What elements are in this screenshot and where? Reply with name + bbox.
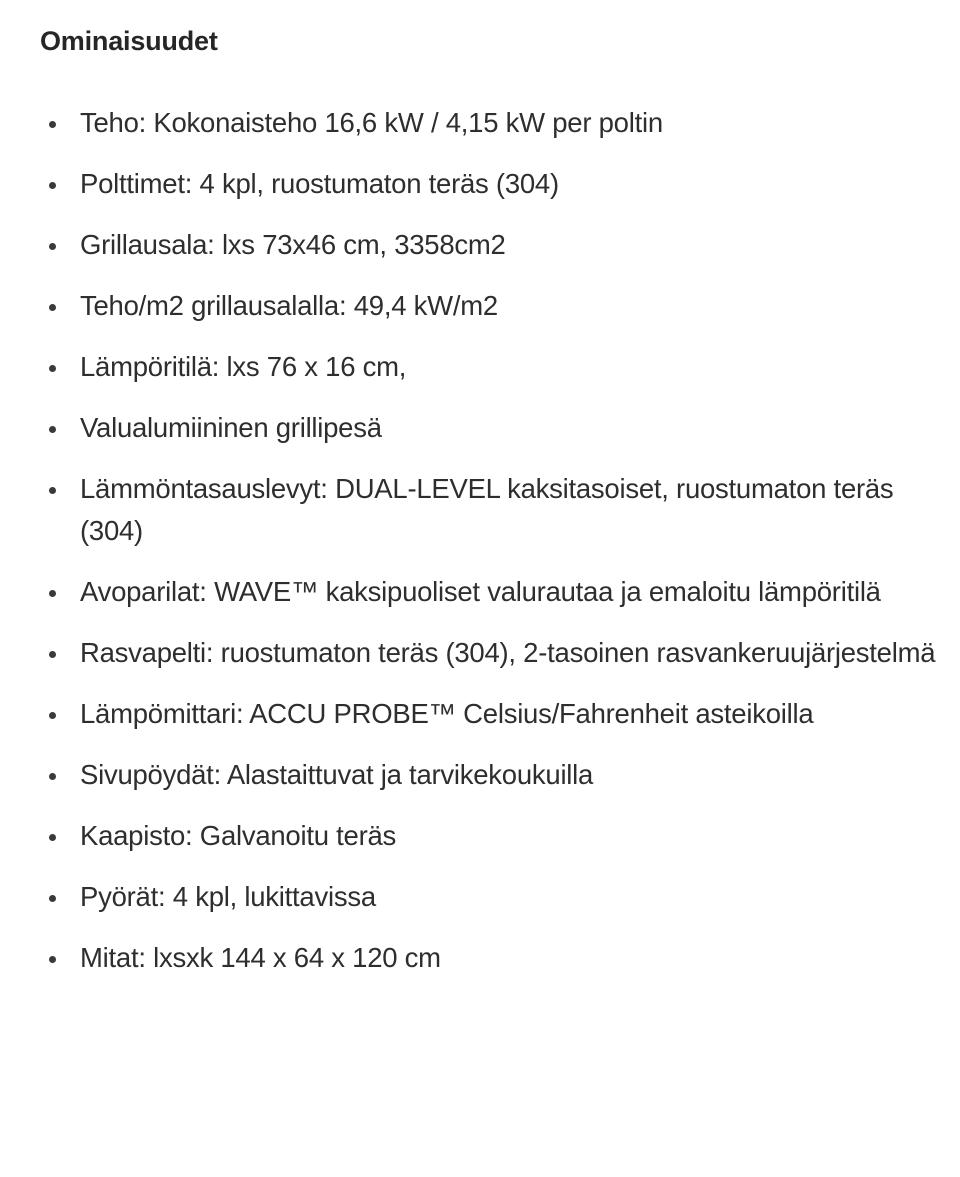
list-item	[40, 937, 940, 979]
page-title: Ominaisuudet	[40, 26, 218, 56]
list-item-label: Lämpöritilä: lxs 76 x 16 cm,	[80, 351, 407, 382]
bullet-dot-icon	[49, 651, 56, 658]
list-item	[40, 163, 940, 205]
bullet-dot-icon	[49, 712, 56, 719]
list-item-label: Mitat: lxsxk 144 x 64 x 120 cm	[80, 942, 441, 973]
list-item	[40, 346, 940, 388]
bullet-dot-icon	[49, 121, 56, 128]
list-item-label: Valualumiininen grillipesä	[80, 412, 382, 443]
bullet-dot-icon	[49, 895, 56, 902]
list-item-label: Pyörät: 4 kpl, lukittavissa	[80, 881, 376, 912]
bullet-dot-icon	[49, 426, 56, 433]
list-item-label: Grillausala: lxs 73x46 cm, 3358cm2	[80, 229, 506, 260]
list-item	[40, 815, 940, 857]
bullet-dot-icon	[49, 487, 56, 494]
list-item-label: Lämpömittari: ACCU PROBE™ Celsius/Fahrenheit asteikoilla	[80, 698, 814, 729]
list-item	[40, 632, 940, 674]
list-item-label: Teho/m2 grillausalalla: 49,4 kW/m2	[80, 290, 498, 321]
list-item-label: Polttimet: 4 kpl, ruostumaton teräs (304)	[80, 168, 559, 199]
list-item-label: Kaapisto: Galvanoitu teräs	[80, 820, 397, 851]
bullet-dot-icon	[49, 590, 56, 597]
bullet-dot-icon	[49, 182, 56, 189]
list-item-label: Lämmöntasauslevyt: DUAL-LEVEL kaksitasoiset, ruostumaton teräs (304)	[80, 473, 894, 546]
bullet-dot-icon	[49, 773, 56, 780]
bullet-dot-icon	[49, 243, 56, 250]
list-item	[40, 285, 940, 327]
list-item	[40, 571, 940, 613]
list-item-label: Sivupöydät: Alastaittuvat ja tarvikekoukuilla	[80, 759, 594, 790]
list-item	[40, 693, 940, 735]
list-item	[40, 876, 940, 918]
list-item	[40, 224, 940, 266]
bullet-dot-icon	[49, 956, 56, 963]
bullet-dot-icon	[49, 834, 56, 841]
list-item-label: Teho: Kokonaisteho 16,6 kW / 4,15 kW per poltin	[80, 107, 663, 138]
list-item	[40, 102, 940, 144]
list-item	[40, 407, 940, 449]
list-item	[40, 754, 940, 796]
bullet-dot-icon	[49, 365, 56, 372]
specifications-list	[40, 102, 940, 979]
list-item-label: Avoparilat: WAVE™ kaksipuoliset valurautaa ja emaloitu lämpöritilä	[80, 576, 881, 607]
bullet-dot-icon	[49, 304, 56, 311]
list-item	[40, 468, 940, 552]
list-item-label: Rasvapelti: ruostumaton teräs (304), 2-tasoinen rasvankeruujärjestelmä	[80, 637, 936, 668]
